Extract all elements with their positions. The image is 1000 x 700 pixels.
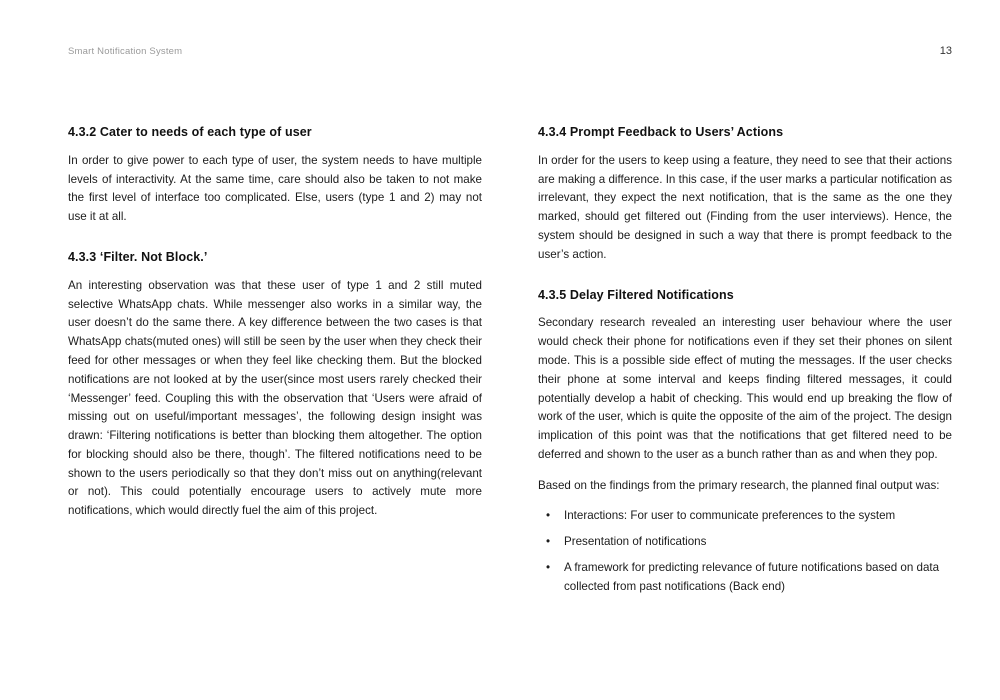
two-column-body <box>68 124 952 604</box>
list-item <box>538 559 952 597</box>
list-item-label: A framework for predicting relevance of future notifications based on data collected from past notifications (Back end) <box>564 561 940 593</box>
heading-4-3-3: 4.3.3 ‘Filter. Not Block.’ <box>68 250 208 264</box>
list-item-label: Presentation of notifications <box>564 535 707 549</box>
page-number: 13 <box>939 45 952 57</box>
bullet-icon: • <box>546 535 551 549</box>
list-item-label: Interactions: For user to communicate preferences to the system <box>564 509 896 523</box>
paragraph-4-3-5: Secondary research revealed an interesting user behaviour where the user would check their phone for notifications even if they set their phones on silent mode. This is a possible side effect of muting the messages. If the user checks their phone at some interval and keeps finding filtered messages, it could potentially develop a habit of checking. This would end up breaking the flow of work of the user, which is quite the opposite of the aim of the project. The design implication of this point was that the notifications that get filtered need to be deferred and shown to the user as a bunch rather than as and when they pop. <box>538 316 952 461</box>
bullet-icon: • <box>546 561 551 575</box>
right-column <box>538 124 952 604</box>
paragraph-4-3-3: An interesting observation was that these user of type 1 and 2 still muted selective WhatsApp chats. While messenger also works in a similar way, the user doesn’t do the same there. A key difference between the two cases is that WhatsApp chats(muted ones) will still be seen by the user when they check their feed for other messages or when they feel like checking them. But the blocked notifications are not looked at by the user(since most users rarely checked their ‘Messenger’ feed. Coupling this with the observation that ‘Users were afraid of missing out on useful/important messages’, the following design insight was drawn: ‘Filtering notifications is better than blocking them altogether. The option for blocking should also be there, though’. The filtered notifications need to be shown to the users periodically so that they don’t miss out on anything(relevant or not). This could potentially encourage users to actively mute more notifications, which would directly fuel the aim of this project. <box>68 278 482 518</box>
left-column <box>68 124 482 604</box>
bullet-icon: • <box>546 509 551 523</box>
paragraph-4-3-2: In order to give power to each type of user, the system needs to have multiple levels of interactivity. At the same time, care should also be taken to not make the first level of interface too complicated. Else, users (type 1 and 2) may not use it at all. <box>68 153 482 224</box>
heading-4-3-2: 4.3.2 Cater to needs of each type of user <box>68 125 312 139</box>
heading-4-3-5: 4.3.5 Delay Filtered Notifications <box>538 287 734 302</box>
running-head: Smart Notification System <box>68 46 183 57</box>
list-item <box>538 507 952 526</box>
heading-4-3-4: 4.3.4 Prompt Feedback to Users’ Actions <box>538 125 784 139</box>
list-item <box>538 533 952 552</box>
paragraph-planned-output: Based on the findings from the primary research, the planned final output was: <box>538 478 940 492</box>
planned-output-list <box>538 507 952 596</box>
paragraph-4-3-4: In order for the users to keep using a feature, they need to see that their actions are making a difference. In this case, if the user marks a particular notification as irrelevant, they expect the next notification, that is the same as the one they marked, should get filtered out (Finding from the user interviews). Hence, the system should be designed in such a way that there is prompt feedback to the user’s action. <box>538 153 952 261</box>
